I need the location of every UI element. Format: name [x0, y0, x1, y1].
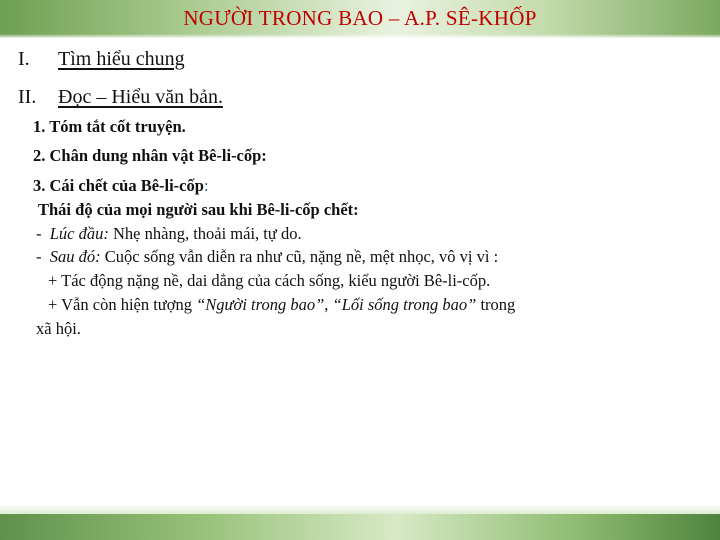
subsection-2: 2. Chân dung nhân vật Bê-li-cốp: [33, 146, 267, 165]
dash-1: - [36, 224, 42, 243]
section-2-text: Đọc – Hiểu văn bản. [58, 86, 223, 108]
afterwards-text: Cuộc sống vẫn diễn ra như cũ, nặng nề, mệt nhọc, vô vị vì : [104, 247, 499, 266]
bottom-decorative-band [0, 514, 720, 540]
society-line: xã hội. [36, 319, 81, 338]
afterwards-label: Sau đó: [49, 247, 101, 266]
subsection-3 [33, 176, 209, 196]
remain-suffix: trong [480, 295, 516, 314]
subsection-3-text: 3. Cái chết của Bê-li-cốp [33, 176, 204, 195]
attitude-heading: Thái độ của mọi người sau khi Bê-li-cốp chết: [38, 200, 359, 219]
subsection-1: 1. Tóm tắt cốt truyện. [33, 117, 186, 136]
section-1-text: Tìm hiểu chung [58, 48, 185, 70]
afterwards-line [36, 247, 498, 267]
section-2-number: II. [18, 86, 37, 108]
section-2-heading [18, 86, 223, 109]
remain-quote-2: “Lối sống trong bao” [332, 295, 477, 314]
slide-title: NGƯỜI TRONG BAO – A.P. SÊ-KHỐP [183, 6, 537, 30]
remain-prefix: + Vẫn còn hiện tượng [48, 295, 192, 314]
remain-line [48, 295, 515, 315]
subsection-3-colon: : [203, 176, 209, 195]
remain-comma: , [324, 295, 329, 314]
section-1-number: I. [18, 48, 30, 70]
at-first-line [36, 224, 302, 244]
remain-quote-1: “Người trong bao” [196, 295, 325, 314]
impact-line: + Tác động nặng nề, dai dẳng của cách sống, kiểu người Bê-li-cốp. [48, 271, 491, 290]
at-first-text: Nhẹ nhàng, thoải mái, tự do. [113, 224, 302, 243]
at-first-label: Lúc đầu: [49, 224, 109, 243]
section-1-heading [18, 48, 185, 71]
dash-2: - [36, 247, 42, 266]
